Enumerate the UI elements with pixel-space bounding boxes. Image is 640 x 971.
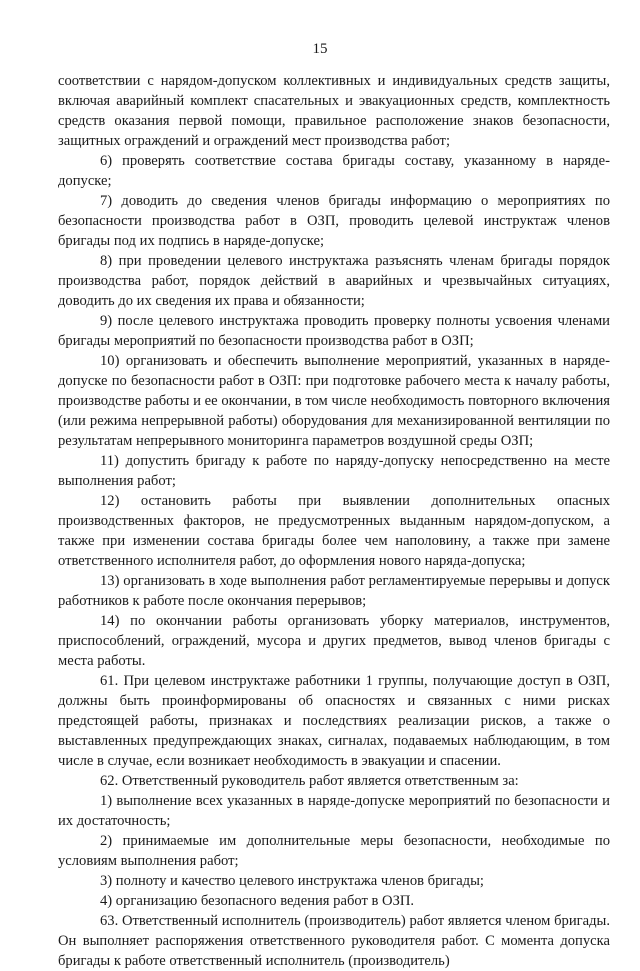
paragraph-clause-62-item-3: 3) полноту и качество целевого инструктажа членов бригады;	[100, 873, 484, 889]
paragraph-clause-63: 63. Ответственный исполнитель (производитель) работ является членом бригады. Он выполняет распоряжения ответственного руководителя работ. С момента допуска бригады к работе ответственный исполнитель (производитель)	[58, 913, 610, 969]
paragraph-item-9: 9) после целевого инструктажа проводить проверку полноты усвоения членами бригады мероприятий по безопасности производства работ в ОЗП;	[58, 313, 610, 349]
paragraph-clause-62-item-1: 1) выполнение всех указанных в наряде-допуске мероприятий по безопасности и их достаточность;	[58, 793, 610, 829]
paragraph-item-8: 8) при проведении целевого инструктажа разъяснять членам бригады порядок производства работ, порядок действий в аварийных и чрезвычайных ситуациях, доводить до их сведения их права и обязанности;	[58, 253, 610, 309]
paragraph-clause-62-item-2: 2) принимаемые им дополнительные меры безопасности, необходимые по условиям выполнения работ;	[58, 833, 610, 869]
paragraph-item-13: 13) организовать в ходе выполнения работ регламентируемые перерывы и допуск работников к работе после окончания перерывов;	[58, 573, 610, 609]
paragraph-item-11: 11) допустить бригаду к работе по наряду-допуску непосредственно на месте выполнения работ;	[58, 453, 610, 489]
paragraph-clause-62: 62. Ответственный руководитель работ является ответственным за:	[100, 773, 519, 789]
paragraph-item-6: 6) проверять соответствие состава бригады составу, указанному в наряде-допуске;	[58, 153, 610, 189]
page-body	[58, 71, 610, 971]
paragraph-clause-62-item-4: 4) организацию безопасного ведения работ в ОЗП.	[100, 893, 415, 909]
page-number: 15	[312, 41, 328, 57]
paragraph-item-12: 12) остановить работы при выявлении дополнительных опасных производственных факторов, не предусмотренных выданным нарядом-допуском, а также при изменении состава бригады более чем наполовину, а также при замене ответственного исполнителя работ, до оформления нового наряда-допуска;	[58, 493, 610, 569]
paragraph-item-10: 10) организовать и обеспечить выполнение мероприятий, указанных в наряде-допуске по безопасности работ в ОЗП: при подготовке рабочего места к началу работы, производстве работы и ее окончании, в том числе необходимость повторного включения (или режима непрерывной работы) оборудования для механизированной вентиляции по результатам непрерывного мониторинга параметров воздушной среды ОЗП;	[58, 353, 610, 449]
paragraph-continuation: соответствии с нарядом-допуском коллективных и индивидуальных средств защиты, включая аварийный комплект спасательных и эвакуационных средств, комплектность средств оказания первой помощи, правильное расположение знаков безопасности, защитных ограждений и ограждений мест производства работ;	[58, 73, 610, 149]
paragraph-item-14: 14) по окончании работы организовать уборку материалов, инструментов, приспособлений, ограждений, мусора и других предметов, вывод членов бригады с места работы.	[58, 613, 610, 669]
paragraph-clause-61: 61. При целевом инструктаже работники 1 группы, получающие доступ в ОЗП, должны быть проинформированы об опасностях и связанных с ними рисках предстоящей работы, признаках и последствиях реализации рисков, а также о выставленных предупреждающих знаках, сигналах, подаваемых наблюдающим, в том числе в случае, если возникает необходимость в эвакуации и спасении.	[58, 673, 610, 769]
paragraph-item-7: 7) доводить до сведения членов бригады информацию о мероприятиях по безопасности производства работ в ОЗП, проводить целевой инструктаж членов бригады под их подпись в наряде-допуске;	[58, 193, 610, 249]
